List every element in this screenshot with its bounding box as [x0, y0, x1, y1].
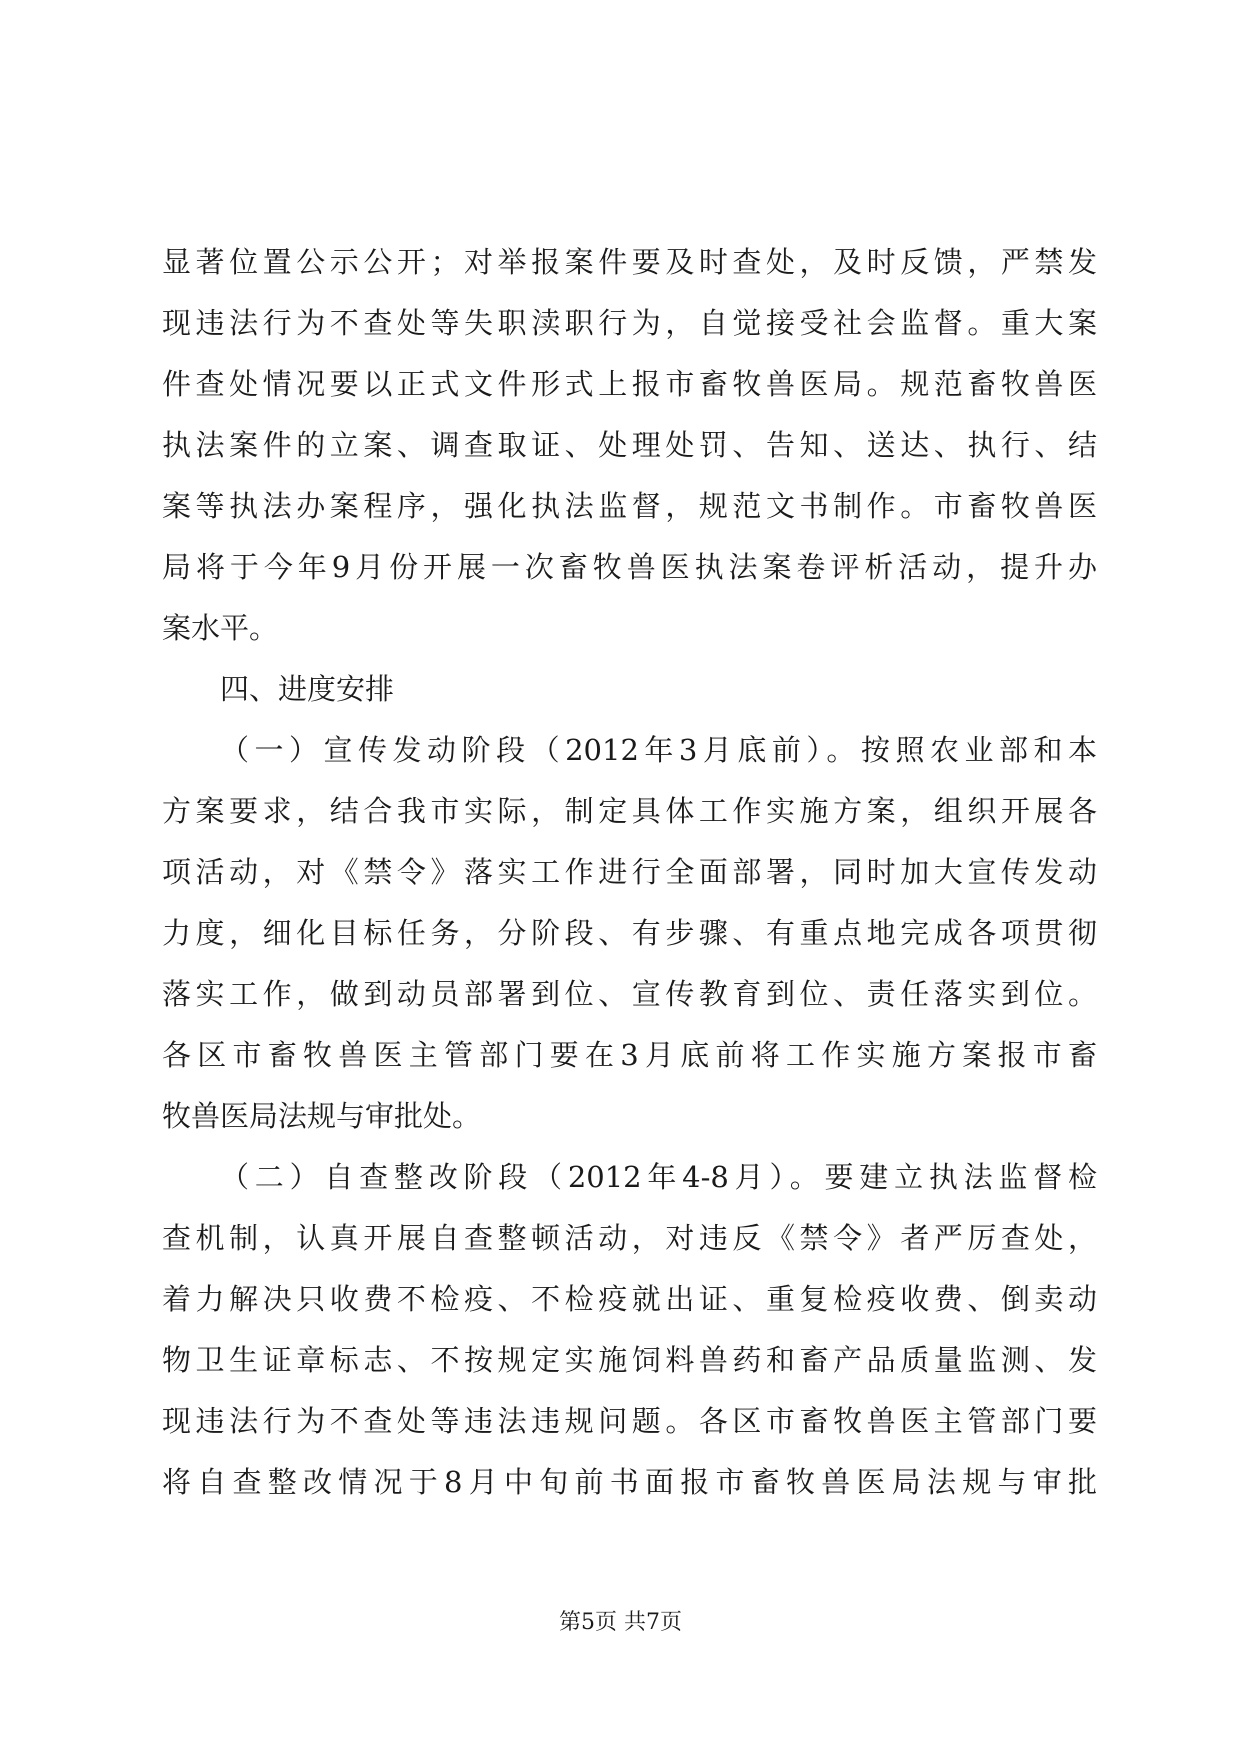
section-heading: 四、进度安排: [220, 672, 395, 706]
text-line: 件查处情况要以正式文件形式上报市畜牧兽医局。规范畜牧兽医: [162, 367, 1097, 401]
text-line: 着力解决只收费不检疫、不检疫就出证、重复检疫收费、倒卖动: [162, 1282, 1097, 1316]
page-number-footer: 第5页 共7页: [559, 1610, 682, 1635]
text-line: 力度，细化目标任务，分阶段、有步骤、有重点地完成各项贯彻: [162, 916, 1097, 950]
text-line: 查机制，认真开展自查整顿活动，对违反《禁令》者严厉查处，: [162, 1221, 1097, 1255]
text-line: 方案要求，结合我市实际，制定具体工作实施方案，组织开展各: [162, 794, 1097, 828]
text-line: 落实工作，做到动员部署到位、宣传教育到位、责任落实到位。: [162, 977, 1097, 1011]
text-line: 执法案件的立案、调查取证、处理处罚、告知、送达、执行、结: [162, 428, 1097, 462]
text-line: （一）宣传发动阶段（2012年3月底前）。按照农业部和本: [220, 733, 1097, 767]
text-line: 现违法行为不查处等失职渎职行为，自觉接受社会监督。重大案: [162, 306, 1097, 340]
text-line: 项活动，对《禁令》落实工作进行全面部署，同时加大宣传发动: [162, 855, 1097, 889]
text-line: 案水平。: [162, 611, 279, 645]
text-line: 现违法行为不查处等违法违规问题。各区市畜牧兽医主管部门要: [162, 1404, 1097, 1438]
text-line: 案等执法办案程序，强化执法监督，规范文书制作。市畜牧兽医: [162, 489, 1097, 523]
text-line: 牧兽医局法规与审批处。: [162, 1099, 482, 1133]
text-line: 将自查整改情况于8月中旬前书面报市畜牧兽医局法规与审批: [162, 1465, 1097, 1499]
text-line: 各区市畜牧兽医主管部门要在3月底前将工作实施方案报市畜: [162, 1038, 1097, 1072]
body-text: [162, 232, 1097, 1513]
text-line: 显著位置公示公开；对举报案件要及时查处，及时反馈，严禁发: [162, 245, 1097, 279]
text-line: 物卫生证章标志、不按规定实施饲料兽药和畜产品质量监测、发: [162, 1343, 1097, 1377]
text-line: （二）自查整改阶段（2012年4-8月）。要建立执法监督检: [220, 1160, 1097, 1194]
text-line: 局将于今年9月份开展一次畜牧兽医执法案卷评析活动，提升办: [162, 550, 1097, 584]
